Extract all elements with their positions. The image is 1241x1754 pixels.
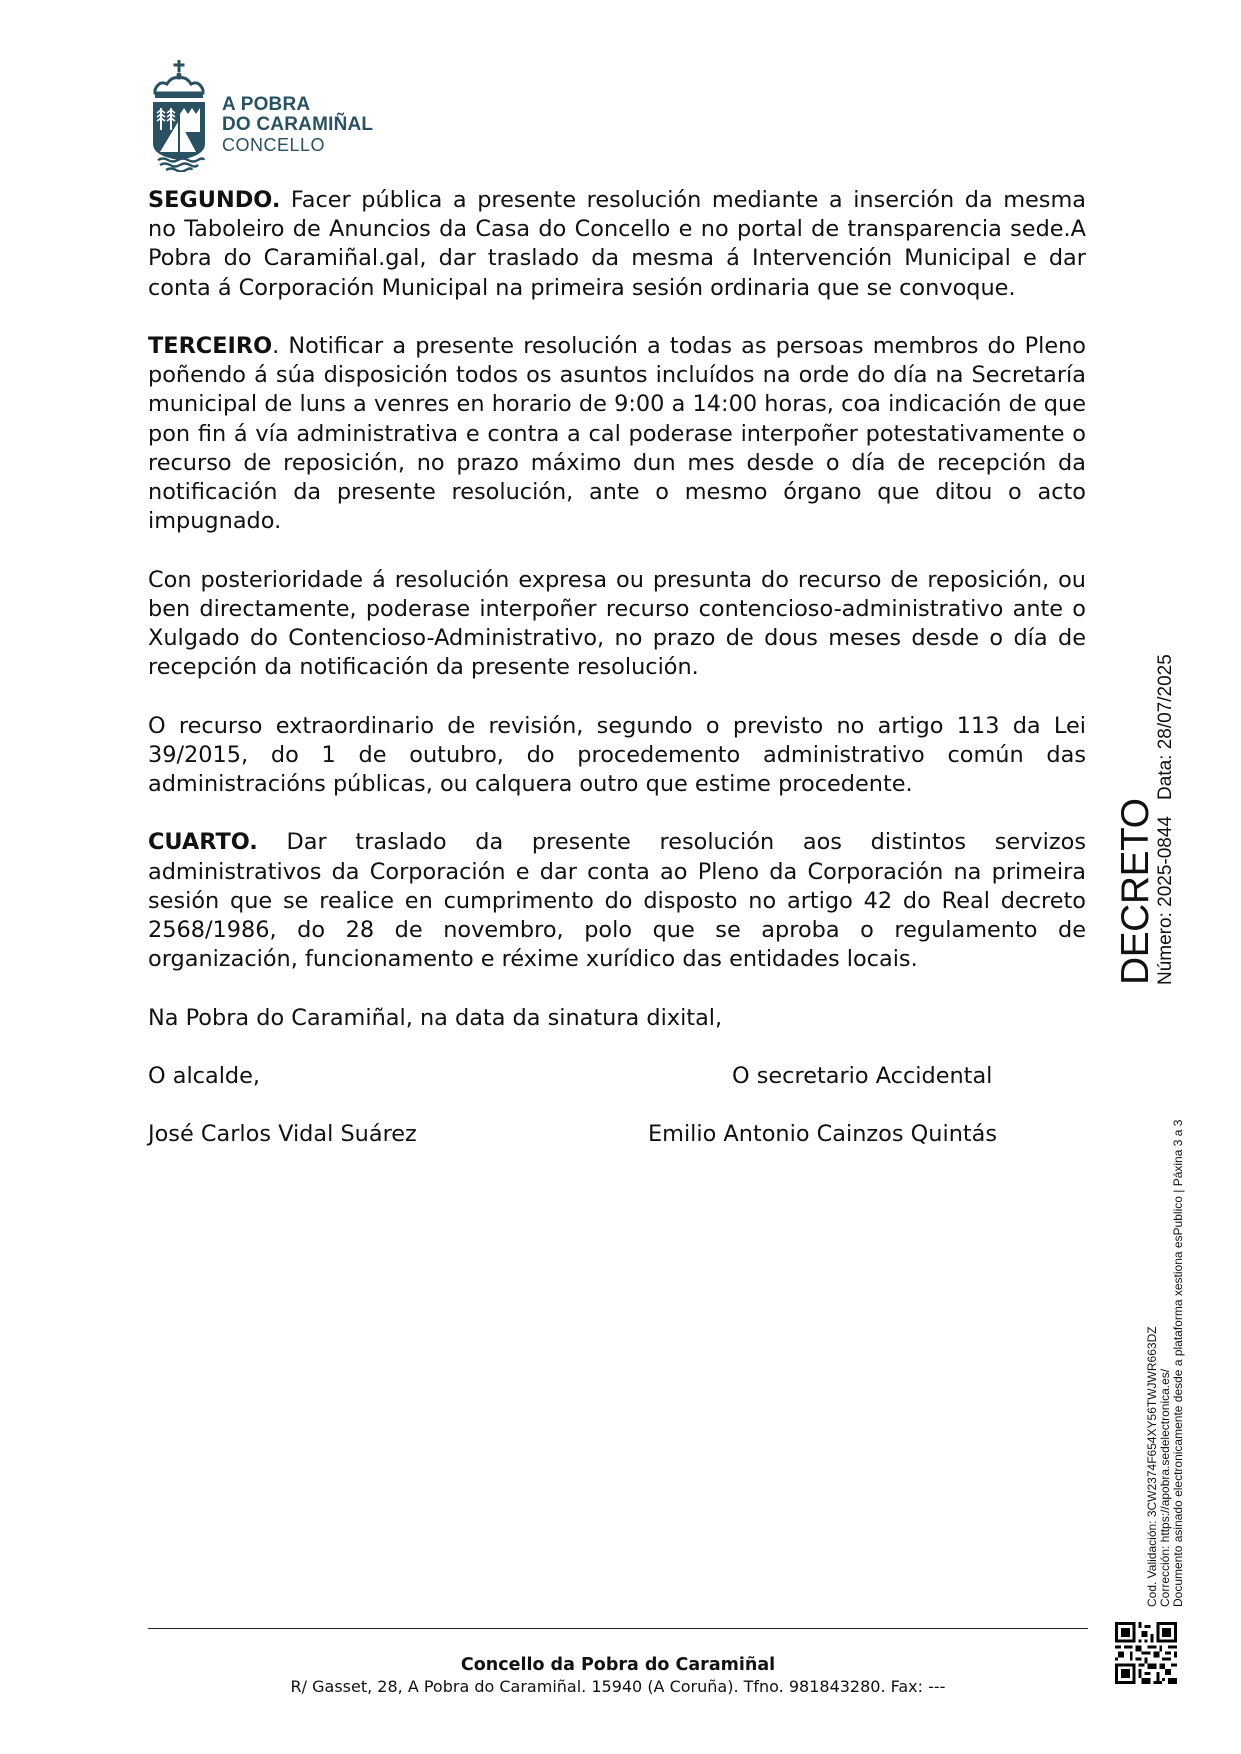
document-body (148, 186, 1086, 1179)
text-cuarto: Dar traslado da presente resolución aos distintos servizos administrativos da Corporación e dar conta ao Pleno da Corporación na primeira sesión que se realice en cumprimento do disposto no artigo 42 do Real decreto 2568/1986, do 28 de novembro, polo que se aproba o regulamento de organización, funcionamento e réxime xurídico das entidades locais. (148, 829, 1086, 973)
decreto-number: Número: 2025-0844 (1155, 816, 1176, 985)
signature-roles (148, 1062, 1086, 1091)
paragraph-terceiro (148, 332, 1086, 536)
heading-terceiro: TERCEIRO (148, 333, 273, 359)
logo-line-1: A POBRA (222, 94, 311, 115)
name-alcalde: José Carlos Vidal Suárez (148, 1121, 417, 1148)
heading-cuarto: CUARTO. (148, 829, 258, 856)
correction-url[interactable]: Corrección: https://apobra.sedelectronica.es/ (1158, 1368, 1172, 1607)
paragraph-posterioridade: Con posterioridade á resolución expresa ou presunta do recurso de reposición, ou ben directamente, poderase interpoñer recurso contencioso-administrativo ante o Xulgado do Contencioso-Administrativo, no prazo de dous meses desde o día de recepción da notificación da presente resolución. (148, 566, 1086, 681)
logo-text (222, 95, 373, 155)
signature-names (148, 1120, 1086, 1149)
logo-line-3: CONCELLO (222, 135, 326, 155)
paragraph-cuarto (148, 828, 1086, 974)
text-terceiro: . Notificar a presente resolución a todas as persoas membros do Pleno poñendo á súa disposición todos os asuntos incluídos na orde do día na Secretaría municipal de luns a venres en horario de 9:00 a 14:00 horas, coa indicación de que pon fin á vía administrativa e contra a cal poderase interpoñer potestativamente o recurso de reposición, no prazo máximo dun mes desde o día de recepción da notificación da presente resolución, ante o mesmo órgano que ditou o acto impugnado. (148, 333, 1086, 535)
name-secretario: Emilio Antonio Cainzos Quintás (648, 1121, 998, 1148)
coat-of-arms-icon (150, 60, 208, 172)
paragraph-segundo (148, 186, 1086, 303)
logo-line-2: DO CARAMIÑAL (222, 114, 374, 135)
footer-title: Concello da Pobra do Caramiñal (460, 1655, 776, 1675)
role-alcalde: O alcalde, (148, 1063, 261, 1089)
concello-logo (150, 60, 390, 175)
decreto-date: Data: 28/07/2025 (1155, 654, 1176, 800)
role-secretario: O secretario Accidental (732, 1063, 993, 1089)
validation-code: Cod. Validación: 3CW2374F654XY56TWJWR663DZ (1145, 1326, 1159, 1607)
qr-code-icon (1115, 1622, 1177, 1684)
footer-address: R/ Gasset, 28, A Pobra do Caramiñal. 15940 (A Coruña). Tfno. 981843280. Fax: --- (290, 1677, 946, 1696)
heading-segundo: SEGUNDO. (148, 187, 281, 213)
paragraph-extraordinario: O recurso extraordinario de revisión, segundo o previsto no artigo 113 da Lei 39/2015, do 1 de outubro, do procedemento administrativo común das administracións públicas, ou calquera outro que estime procedente. (148, 712, 1086, 798)
decreto-label: DECRETO (1114, 798, 1157, 985)
footer-divider (148, 1628, 1088, 1629)
closing-line: Na Pobra do Caramiñal, na data da sinatura dixital, (148, 1004, 723, 1031)
text-segundo: Facer pública a presente resolución mediante a inserción da mesma no Taboleiro de Anuncios da Casa do Concello e no portal de transparencia sede.A Pobra do Caramiñal.gal, dar traslado da mesma á Intervención Municipal e dar conta á Corporación Municipal na primeira sesión ordinaria que se convoque. (148, 187, 1086, 301)
signed-document-note: Documento asinado electronicamente desde a plataforma xestiona esPublico | Páxina 3 a 3 (1171, 1119, 1185, 1607)
